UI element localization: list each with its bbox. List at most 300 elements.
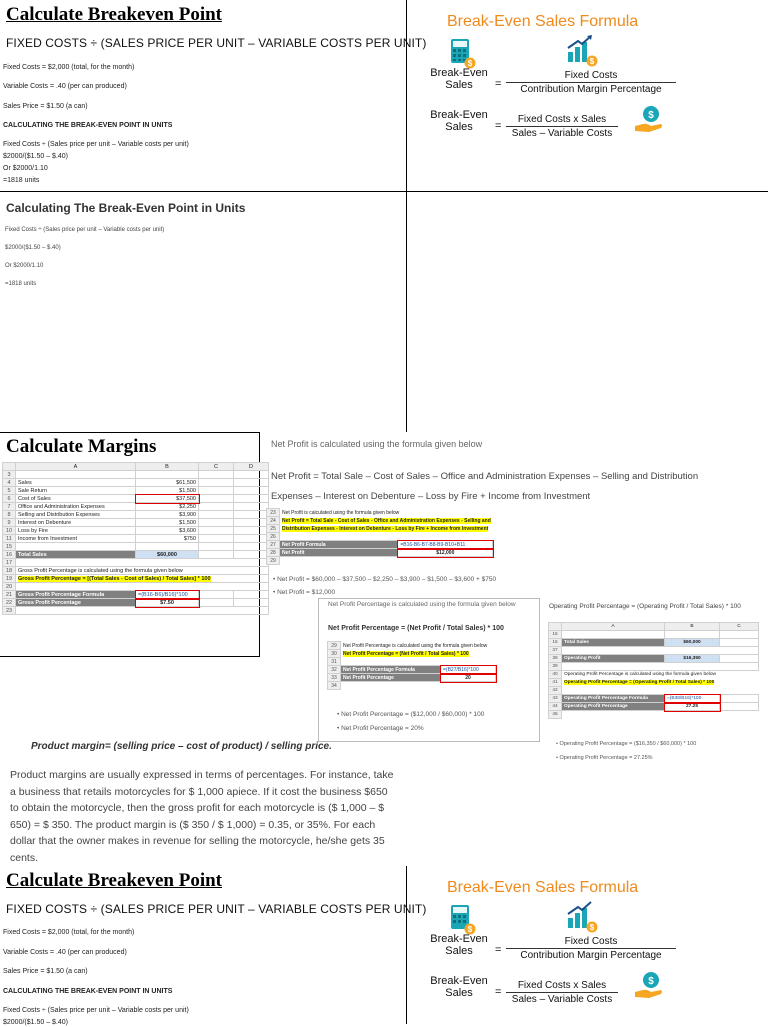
empty-cell [720,655,759,663]
table-row [3,591,269,599]
header-row [3,463,269,471]
empty-cell [199,503,234,511]
empty-cell [234,535,269,543]
breakeven-title: Calculate Breakeven Point [6,870,223,891]
bullet-text: Net Profit = $12,000 [277,589,336,596]
product-margin-paragraph [10,767,410,866]
corner-cell [3,463,16,471]
row-number: 40 [549,671,562,679]
row-number: 3 [3,471,16,479]
cell-value: 20 [441,674,496,682]
paragraph-line: dollar that the owner makes in revenue for selling the motorcycle, he/she gets 35 [10,835,385,847]
col-header: A [562,623,665,631]
divider-top-horizontal [0,191,768,192]
net-profit-bullet: • Net Profit = $12,000 [273,589,336,596]
margins-title: Calculate Margins [6,436,157,457]
empty-cell [234,543,269,551]
breakeven-line: Variable Costs = .40 (per can produced) [3,949,127,956]
empty-cell [234,527,269,535]
breakeven-calc-line: Or $2000/1.10 [3,165,48,172]
table-row [328,674,496,682]
breakeven-calc-line: =1818 units [3,177,40,184]
row-number: 29 [328,642,341,650]
equals-sign: = [495,78,502,90]
cell-value: $3,600 [136,527,199,535]
table-row [328,642,496,650]
col-header: C [199,463,234,471]
breakeven-line: Variable Costs = .40 (per can produced) [3,83,127,90]
breakeven-calc-line: Fixed Costs ÷ (Sales price per unit – Variable costs per unit) [3,1007,189,1014]
row-number: 11 [3,535,16,543]
empty-cell [234,503,269,511]
empty-cell [562,647,759,655]
empty-cell [280,533,493,541]
row-number: 24 [267,517,280,525]
empty-cell [16,583,269,591]
empty-cell [720,631,759,639]
col-header: B [136,463,199,471]
cell-value: =(B16-B6)/B16)*100 [136,591,199,599]
row-number: 4 [3,479,16,487]
table-row [267,541,493,549]
empty-cell [341,658,496,666]
bullet-text: Operating Profit Percentage = ($16,350 / $60,000) * 100 [559,741,697,747]
cell-value: =(B27/B16)*100 [441,666,496,674]
cell-label: Sale Return [16,487,136,495]
equals-sign: = [495,120,502,132]
row-number: 15 [3,543,16,551]
net-profit-formula-line: Expenses – Interest on Debenture – Loss by Fire + Income from Investment [271,491,591,502]
cell-value: $7.50 [136,599,199,607]
cell-value: $60,000 [665,639,720,647]
breakeven-calc-line: $2000/($1.50 – $.40) [3,153,68,160]
highlighted-formula: Distribution Expenses - Interest on Debenture - Loss by Fire + Income from Investment [282,525,489,532]
row-number: 20 [3,583,16,591]
breakeven-line: Sales Price = $1.50 (a can) [3,968,88,975]
cell-label: Net Profit Percentage Formula [341,666,441,674]
cell-text: Operating Profit Percentage is calculated using the formula given below [564,672,716,678]
table-row [549,703,759,711]
net-profit-table [266,508,493,565]
cell-label: Gross Profit Percentage Formula [16,591,136,599]
table-row [549,671,759,679]
cell-text [16,575,269,583]
empty-cell [720,703,759,711]
table-row [549,655,759,663]
table-row [328,650,496,658]
op-spreadsheet [548,622,759,719]
label-line: Sales [445,945,473,958]
cell-value: $750 [136,535,199,543]
fraction-bar [506,82,676,83]
op-formula: Operating Profit Percentage = (Operating Profit / Total Sales) * 100 [549,603,741,610]
svg-text:$: $ [648,976,654,987]
row-number: 16 [3,551,16,559]
row-number: 39 [549,663,562,671]
cell-value: $3,900 [136,511,199,519]
paragraph-line: Product margins are usually expressed in terms of percentages. For instance, take [10,769,394,781]
cell-text [280,525,493,533]
empty-cell [16,607,269,615]
denominator: Contribution Margin Percentage [520,84,662,95]
units-line: $2000/($1.50 – $.40) [5,245,61,251]
cell-text [341,650,496,658]
cell-value: $1,500 [136,519,199,527]
empty-cell [341,682,496,690]
divider-top-vertical [406,0,407,432]
npp-spreadsheet [327,641,496,690]
cell-value: 27.25 [665,703,720,711]
table-row [3,471,269,479]
fraction-bar [506,948,676,949]
op-bullet: • Operating Profit Percentage = 27.25% [556,755,653,761]
row-number: 31 [328,658,341,666]
table-row [549,687,759,695]
table-row [3,495,269,503]
npp-table [327,641,496,690]
row-number: 21 [3,591,16,599]
empty-cell [199,471,234,479]
empty-cell [234,495,269,503]
paragraph-line: 650) = $ 350. The product margin is ($ 350 / $ 1,000) = 0.35, or 35%. For each [10,818,376,831]
fraction-bar [506,992,618,993]
breakeven-formula-header: FIXED COSTS ÷ (SALES PRICE PER UNIT – VARIABLE COSTS PER UNIT) [6,902,427,916]
breakeven-calc-line: Fixed Costs ÷ (Sales price per unit – Variable costs per unit) [3,141,189,148]
row-number: 8 [3,511,16,519]
denominator: Contribution Margin Percentage [520,950,662,961]
breakeven-sales-label [423,975,495,999]
table-row [3,527,269,535]
row-number: 23 [267,509,280,517]
fraction-sales-variable [506,114,618,139]
product-margin-heading: Product margin= (selling price – cost of product) / selling price. [31,741,332,752]
table-row [267,517,493,525]
label-line: Sales [445,121,473,134]
numerator: Fixed Costs x Sales [517,980,607,991]
cell-value [665,631,720,639]
breakeven-sales-label [423,109,495,133]
paragraph-line: cents. [10,851,39,864]
row-number: 27 [267,541,280,549]
net-profit-intro: Net Profit is calculated using the formula given below [271,439,483,449]
cell-label: Cost of Sales [16,495,136,503]
table-row [549,631,759,639]
svg-text:$: $ [589,923,595,932]
cell-text [280,517,493,525]
cell-label: Total Sales [16,551,136,559]
empty-cell [562,687,759,695]
cell-text: Net Profit is calculated using the formula given below [282,509,400,516]
cell-text: Gross Profit Percentage is calculated using the formula given below [16,567,269,575]
empty-cell [234,519,269,527]
bullet-text: Net Profit Percentage = ($12,000 / $60,000) * 100 [341,711,485,718]
row-number: 33 [328,674,341,682]
empty-cell [234,599,269,607]
cell-label: Gross Profit Percentage [16,599,136,607]
row-number: 42 [549,687,562,695]
row-number: 41 [549,679,562,687]
cell-label: Net Profit Formula [280,541,398,549]
table-row [267,557,493,565]
money-hand-icon [633,970,665,1005]
empty-cell [562,711,759,719]
cell-label: Sales [16,479,136,487]
bullet-text: Net Profit Percentage = 20% [341,725,424,732]
empty-cell [16,559,269,567]
svg-text:$: $ [467,925,473,934]
label-line: Break-Even [430,109,488,121]
empty-cell [199,599,234,607]
table-row [3,607,269,615]
col-header: A [16,463,136,471]
cell-label: Interest on Debenture [16,519,136,527]
row-number: 23 [3,607,16,615]
row-number: 28 [267,549,280,557]
row-number: 19 [3,575,16,583]
row-number: 45 [549,711,562,719]
empty-cell [199,511,234,519]
empty-cell [720,695,759,703]
table-row [3,583,269,591]
table-row [3,511,269,519]
table-row [3,535,269,543]
table-row [267,533,493,541]
fraction-sales-variable [506,980,618,1005]
formula-panel-title: Break-Even Sales Formula [447,879,639,896]
divider-margins-top [0,432,260,433]
units-line: Or $2000/1.10 [5,263,44,269]
table-row [267,509,493,517]
table-row [267,549,493,557]
empty-cell [199,535,234,543]
cell-value: $61,500 [136,479,199,487]
col-header: D [234,463,269,471]
table-row [3,567,269,575]
empty-cell [199,487,234,495]
table-row [3,559,269,567]
cell-value: $12,000 [398,549,493,557]
col-header: B [665,623,720,631]
breakeven-subheading: CALCULATING THE BREAK-EVEN POINT IN UNITS [3,988,173,995]
money-hand-icon [633,104,665,139]
divider-margins-bottom [0,656,260,657]
numerator: Fixed Costs x Sales [517,114,607,125]
row-number: 5 [3,487,16,495]
breakeven-sales-label [423,67,495,91]
empty-cell [234,591,269,599]
fraction-contribution-margin [506,70,676,95]
empty-cell [199,527,234,535]
table-row [3,503,269,511]
paragraph-line: to obtain the motorcycle, then the gross profit for each motorcycle is ($ 1,000 – $ [10,802,385,814]
row-number: 34 [328,682,341,690]
cell-text: Net Profit Percentage is calculated using the formula given below [343,642,488,649]
table-row [3,599,269,607]
table-row [549,695,759,703]
cell-label [562,631,665,639]
col-header: C [720,623,759,631]
row-number: 44 [549,703,562,711]
cell-value: $16,350 [665,655,720,663]
breakeven-sales-label [423,933,495,957]
npp-intro: Net Profit Percentage is calculated using the formula given below [328,601,516,608]
npp-bullet: • Net Profit Percentage = 20% [337,725,424,732]
table-row [549,679,759,687]
row-number: 26 [267,533,280,541]
cell-label: Loss by Fire [16,527,136,535]
cell-value: $1,500 [136,487,199,495]
empty-cell [720,639,759,647]
equals-sign: = [495,944,502,956]
table-row [3,519,269,527]
cell-label: Operating Profit Percentage [562,703,665,711]
net-profit-formula-line: Net Profit = Total Sale – Cost of Sales – Office and Administration Expenses – Selling and Distribution [271,471,699,482]
empty-cell [199,591,234,599]
cell-label [16,543,136,551]
cell-value: =(B38/B16)*100 [665,695,720,703]
row-number: 25 [267,525,280,533]
cell-text [562,679,759,687]
label-line: Sales [445,79,473,92]
cell-label: Operating Profit Percentage Formula [562,695,665,703]
row-number: 17 [3,559,16,567]
header-row [549,623,759,631]
cell-value [136,471,199,479]
table-row [3,543,269,551]
table-row [267,525,493,533]
equals-sign: = [495,986,502,998]
breakeven-formula-header: FIXED COSTS ÷ (SALES PRICE PER UNIT – VARIABLE COSTS PER UNIT) [6,36,427,50]
label-line: Break-Even [430,933,488,945]
paragraph-line: a business that retails motorcycles for $ 1,000 apiece. If it cost the business $650 [10,785,388,798]
formula-panel-title: Break-Even Sales Formula [447,13,639,30]
table-row [3,551,269,559]
row-number: 9 [3,519,16,527]
highlighted-formula: Gross Profit Percentage = [(Total Sales - Cost of Sales) / Total Sales] * 100 [18,575,211,582]
svg-text:$: $ [648,110,654,121]
net-profit-spreadsheet [266,508,493,565]
units-line: =1818 units [5,281,37,287]
row-number: 18 [3,567,16,575]
table-row [549,647,759,655]
net-profit-bullet: • Net Profit = $60,000 – $37,500 – $2,250 – $3,900 – $1,500 – $3,600 + $750 [273,576,497,583]
highlighted-formula: Net Profit Percentage = (Net Profit / Total Sales) * 100 [343,650,469,657]
row-number: 7 [3,503,16,511]
cell-label: Net Profit Percentage [341,674,441,682]
denominator: Sales – Variable Costs [511,994,613,1005]
cell-label: Income from Investment [16,535,136,543]
row-number: 6 [3,495,16,503]
table-row [3,575,269,583]
npp-formula: Net Profit Percentage = (Net Profit / Total Sales) * 100 [328,625,504,632]
row-number: 16 [549,639,562,647]
empty-cell [199,519,234,527]
table-row [328,666,496,674]
row-number: 15 [549,631,562,639]
empty-cell [234,511,269,519]
cell-label: Total Sales [562,639,665,647]
fraction-contribution-margin [506,936,676,961]
row-number: 38 [549,655,562,663]
highlighted-formula: Operating Profit Percentage = (Operating Profit / Total Sales) * 100 [564,680,715,685]
row-number: 43 [549,695,562,703]
empty-cell [234,551,269,559]
empty-cell [234,471,269,479]
table-row [549,663,759,671]
table-row [3,479,269,487]
numerator: Fixed Costs [564,70,618,81]
corner-cell [549,623,562,631]
table-row [549,711,759,719]
op-table [548,622,759,719]
table-row [328,658,496,666]
label-line: Break-Even [430,67,488,79]
empty-cell [280,557,493,565]
divider-bottom-vertical [406,866,407,1024]
cell-label [16,471,136,479]
breakeven-title: Calculate Breakeven Point [6,4,223,25]
cell-label: Net Profit [280,549,398,557]
table-row [328,682,496,690]
empty-cell [562,663,759,671]
cell-value: $37,500 [136,495,199,503]
breakeven-line: Sales Price = $1.50 (a can) [3,103,88,110]
svg-text:$: $ [467,59,473,68]
cell-value: $60,000 [136,551,199,559]
empty-cell [234,479,269,487]
empty-cell [199,543,234,551]
empty-cell [199,479,234,487]
margins-table [2,462,269,615]
npp-bullet: • Net Profit Percentage = ($12,000 / $60,000) * 100 [337,711,485,718]
row-number: 32 [328,666,341,674]
breakeven-calc-line: $2000/($1.50 – $.40) [3,1019,68,1026]
row-number: 10 [3,527,16,535]
highlighted-formula: Net Profit = Total Sale - Cost of Sales - Office and Administration Expenses - Selling and [282,517,491,524]
cell-label: Selling and Distribution Expenses [16,511,136,519]
label-line: Break-Even [430,975,488,987]
numerator: Fixed Costs [564,936,618,947]
breakeven-line: Fixed Costs = $2,000 (total, for the month) [3,929,135,936]
margins-spreadsheet [2,462,269,615]
cell-value: $2,250 [136,503,199,511]
empty-cell [199,551,234,559]
units-line: Fixed Costs ÷ (Sales price per unit – Variable costs per unit) [5,227,165,233]
net-profit-pct-panel [318,598,540,742]
op-bullet: • Operating Profit Percentage = ($16,350 / $60,000) * 100 [556,741,697,747]
cell-value [136,543,199,551]
fraction-bar [506,126,618,127]
empty-cell [234,487,269,495]
cell-label: Operating Profit [562,655,665,663]
breakeven-line: Fixed Costs = $2,000 (total, for the month) [3,64,135,71]
label-line: Sales [445,987,473,1000]
cell-label: Office and Administration Expenses [16,503,136,511]
bullet-text: Operating Profit Percentage = 27.25% [559,755,653,761]
row-number: 22 [3,599,16,607]
breakeven-subheading: CALCULATING THE BREAK-EVEN POINT IN UNITS [3,122,173,129]
denominator: Sales – Variable Costs [511,128,613,139]
table-row [3,487,269,495]
table-row [549,639,759,647]
row-number: 30 [328,650,341,658]
cell-value: =B16-B6-B7-B8-B9-B10+B11 [398,541,493,549]
bullet-text: Net Profit = $60,000 – $37,500 – $2,250 – $3,900 – $1,500 – $3,600 + $750 [277,576,497,583]
row-number: 29 [267,557,280,565]
row-number: 37 [549,647,562,655]
units-section-title: Calculating The Break-Even Point in Units [6,201,246,215]
svg-text:$: $ [589,57,595,66]
